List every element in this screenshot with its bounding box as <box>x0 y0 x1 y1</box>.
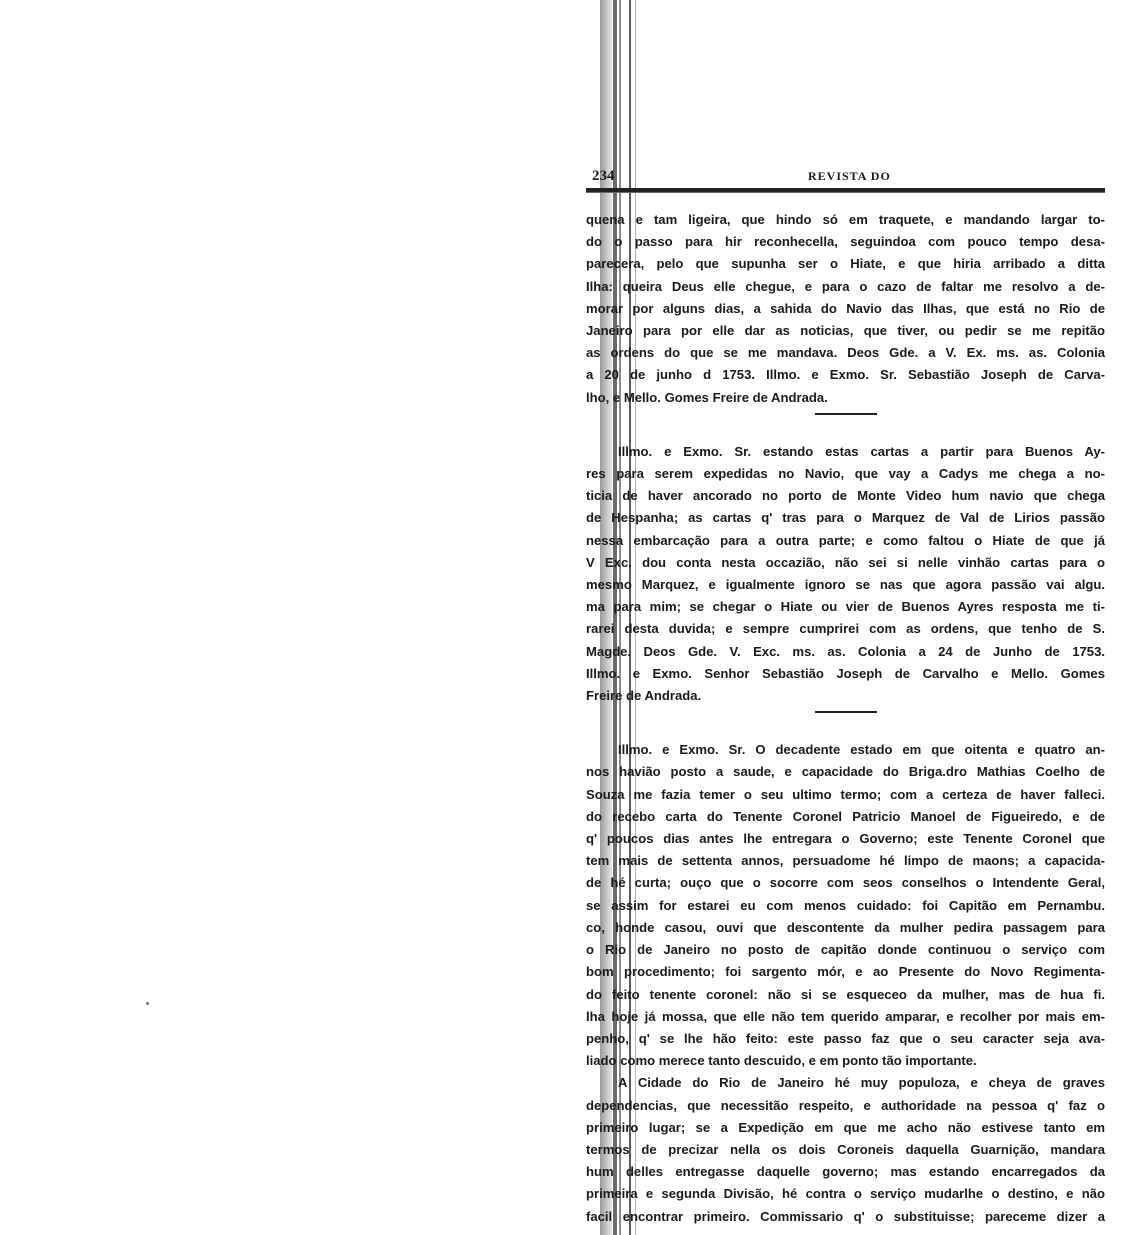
text-line: nos havião posto a saude, e capacidade do Briga.dro Mathias Coelho de <box>586 764 1105 780</box>
text-line: Souza me fazia temer o seu ultimo termo; com a certeza de haver falleci. <box>586 786 1105 802</box>
text-line: primeiro lugar; se a Expedição em que me acho não estivese tanto em <box>586 1119 1105 1135</box>
text-line: parecera, pelo que supunha ser o Hiate, e que hiria arribado a ditta <box>586 256 1105 272</box>
text-line: mesmo Marquez, e igualmente ignoro se nas que agora passão vai algu. <box>586 577 1105 593</box>
text-line: de Hespanha; as cartas q' tras para o Marquez de Val de Lirios passão <box>586 510 1105 526</box>
text-line: de hé curta; ouço que o socorre com seos conselhos o Intendente Geral, <box>586 875 1105 891</box>
text-line: do feito tenente coronel: não si se esqueceo da mulher, mas de hua fi. <box>586 986 1105 1002</box>
text-line: Ilha: queira Deus elle chegue, e para o cazo de faltar me resolvo a de- <box>586 278 1105 294</box>
text-line: lho, e Mello. Gomes Freire de Andrada. <box>586 389 828 405</box>
text-line: do recebo carta do Tenente Coronel Patricio Manoel de Figueiredo, e de <box>586 808 1105 824</box>
text-line: ticia de haver ancorado no porto de Monte Video hum navio que chega <box>586 488 1105 504</box>
text-line: o Rio de Janeiro no posto de capitão donde continuou o serviço com <box>586 942 1105 958</box>
section-separator <box>815 413 877 415</box>
text-line: penho, q' se lhe hão feito: este passo faz que o seu caracter seja ava- <box>586 1030 1105 1046</box>
text-line: dependencias, que necessitão respeito, e authoridade na pessoa q' faz o <box>586 1097 1105 1113</box>
text-line: Illmo. e Exmo. Sr. O decadente estado em que oitenta e quatro an- <box>618 742 1105 758</box>
text-line: bom procedimento; foi sargento mór, e ao Presente do Novo Regimenta- <box>586 964 1105 980</box>
text-line: Freire de Andrada. <box>586 688 702 704</box>
paragraph-3 <box>586 739 1105 1072</box>
text-line: tem mais de settenta annos, persuadome hé limpo de maons; a capacida- <box>586 853 1105 869</box>
text-line: ma para mim; se chegar o Hiate ou vier de Buenos Ayres resposta me ti- <box>586 599 1105 615</box>
text-line: lha hoje já mossa, que elle não tem querido amparar, e recolher por mais em- <box>586 1008 1105 1024</box>
text-line: as ordens do que se me mandava. Deos Gde. a V. Ex. ms. as. Colonia <box>586 345 1105 361</box>
text-line: facil encontrar primeiro. Commissario q' o substituisse; pareceme dizer a <box>586 1208 1105 1224</box>
text-line: A Cidade do Rio de Janeiro hé muy populoza, e cheya de graves <box>618 1075 1105 1091</box>
text-line: termos de precizar nella os dois Coroneis daquella Guarnição, mandara <box>586 1141 1105 1157</box>
scan-speck <box>146 1002 149 1005</box>
section-separator <box>815 711 877 713</box>
text-line: Janeiro para por elle dar as noticias, que tiver, ou pedir se me repitão <box>586 323 1105 339</box>
text-line: morar por alguns dias, a sahida do Navio das Ilhas, que está no Rio de <box>586 300 1105 316</box>
text-line: rarei desta duvida; e sempre cumprirei com as ordens, que tenho de S. <box>586 621 1105 637</box>
text-line: liado como merece tanto descuido, e em ponto tão importante. <box>586 1053 977 1069</box>
book-gutter <box>300 0 324 1235</box>
text-line: primeira e segunda Divisão, hé contra o serviço mudarlhe o destino, e não <box>586 1186 1105 1202</box>
paragraph-4 <box>586 1072 1105 1227</box>
text-line: hum delles entregasse daquelle governo; mas estando encarregados da <box>586 1164 1105 1180</box>
header-rule <box>586 188 1105 193</box>
text-line: nessa embarcação para a outra parte; e como faltou o Hiate de que já <box>586 532 1105 548</box>
text-line: se assim for estarei eu com menos cuidado: foi Capitão em Pernambu. <box>586 897 1105 913</box>
book-page <box>586 168 1105 1228</box>
text-line: res para serem expedidas no Navio, que vay a Cadys me chega a no- <box>586 466 1105 482</box>
text-line: Magde. Deos Gde. V. Exc. ms. as. Colonia a 24 de Junho de 1753. <box>586 643 1105 659</box>
paragraph-1 <box>586 209 1105 409</box>
text-line: co, honde casou, ouvi que descontente da mulher pedira passagem para <box>586 919 1105 935</box>
running-title: REVISTA DO <box>808 169 891 183</box>
paragraph-2 <box>586 441 1105 707</box>
text-line: quena e tam ligeira, que hindo só em traquete, e mandando largar to- <box>586 212 1105 227</box>
text-line: Illmo. e Exmo. Sr. estando estas cartas a partir para Buenos Ay- <box>618 443 1105 459</box>
text-line: q' poucos dias antes lhe entregara o Governo; este Tenente Coronel que <box>586 831 1105 847</box>
page-number: 234 <box>592 168 615 184</box>
text-line: Illmo. e Exmo. Senhor Sebastião Joseph de Carvalho e Mello. Gomes <box>586 665 1105 681</box>
page-header <box>586 168 1105 188</box>
text-line: a 20 de junho d 1753. Illmo. e Exmo. Sr. Sebastião Joseph de Carva- <box>586 367 1105 383</box>
text-line: do o passo para hir reconhecella, seguindoa com pouco tempo desa- <box>586 234 1105 250</box>
text-line: V Exc. dou conta nesta occazião, não sei si nelle vinhão cartas para o <box>586 554 1105 570</box>
